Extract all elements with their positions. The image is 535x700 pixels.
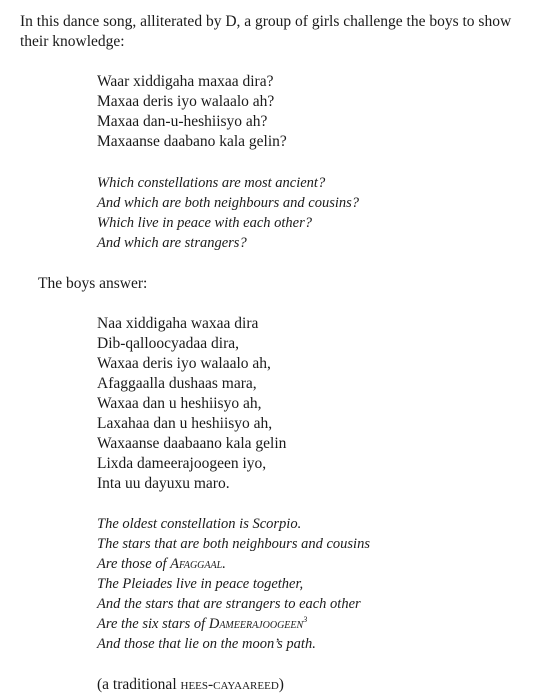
somali-term: Afaggaal: [170, 556, 223, 572]
verse-line: Waxaa deris iyo walaalo ah,: [97, 355, 271, 372]
verse-line: Waxaa dan u heshiisyo ah,: [97, 395, 262, 412]
footnote-marker: 3: [303, 615, 308, 625]
credit-line: [97, 675, 284, 695]
verse-line: [97, 614, 370, 634]
verse-line: Afaggaalla dushaas mara,: [97, 375, 257, 392]
boys-intro: The boys answer:: [38, 275, 148, 292]
verse-line: The Pleiades live in peace together,: [97, 576, 304, 592]
verse-line: Which live in peace with each other?: [97, 215, 313, 231]
verse-text: Are the six stars of: [97, 616, 209, 632]
verse-line: Dib-qalloocyadaa dira,: [97, 335, 240, 352]
verse-line: The oldest constellation is Scorpio.: [97, 516, 302, 532]
verse-line: Inta uu dayuxu maro.: [97, 475, 230, 492]
somali-term: Dameerajoogeen: [208, 616, 304, 632]
verse-line: Maxaa dan-u-heshiisyo ah?: [97, 113, 268, 130]
verse-line: Naa xiddigaha waxaa dira: [97, 315, 259, 332]
girls-english-stanza: [97, 173, 359, 253]
verse-line: [97, 554, 370, 574]
verse-line: Maxaanse daabano kala gelin?: [97, 133, 287, 150]
intro-paragraph: In this dance song, alliterated by D, a group of girls challenge the boys to show their knowledge:: [20, 13, 512, 50]
verse-line: The stars that are both neighbours and cousins: [97, 536, 370, 552]
verse-line: And the stars that are strangers to each other: [97, 596, 361, 612]
credit-text: (a traditional: [97, 676, 181, 693]
verse-line: Which constellations are most ancient?: [97, 175, 326, 191]
verse-text: Are those of: [97, 556, 171, 572]
verse-text: .: [222, 556, 226, 572]
verse-line: Maxaa deris iyo walaalo ah?: [97, 93, 275, 110]
verse-line: And which are strangers?: [97, 235, 247, 251]
verse-line: And which are both neighbours and cousins?: [97, 195, 360, 211]
verse-line: Lixda dameerajoogeen iyo,: [97, 455, 267, 472]
verse-line: Laxahaa dan u heshiisyo ah,: [97, 415, 273, 432]
somali-term: hees-cayaareed: [180, 676, 279, 693]
verse-line: And those that lie on the moon’s path.: [97, 636, 316, 652]
boys-english-stanza: [97, 514, 370, 654]
credit-text: ): [278, 676, 284, 693]
boys-somali-stanza: [97, 314, 286, 494]
girls-somali-stanza: [97, 72, 287, 152]
verse-line: Waxaanse daabaano kala gelin: [97, 435, 287, 452]
verse-line: Waar xiddigaha maxaa dira?: [97, 73, 274, 90]
